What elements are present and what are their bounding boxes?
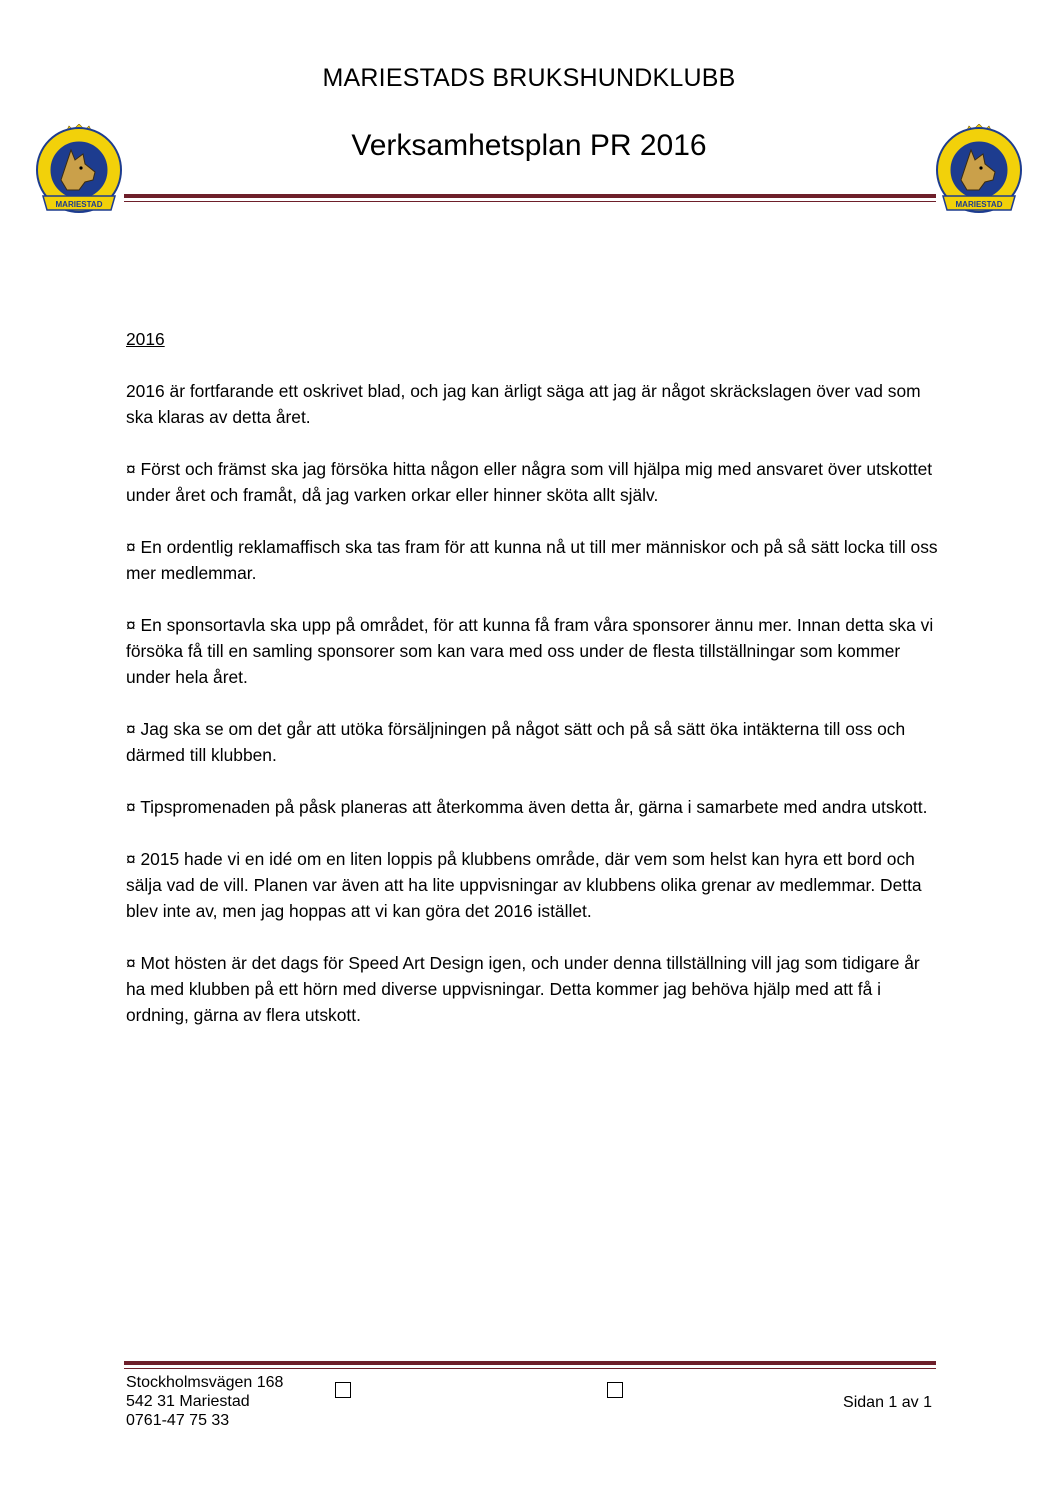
section-heading: 2016 (126, 329, 165, 349)
footer-rule (124, 1361, 936, 1369)
footer-postal: 542 31 Mariestad (126, 1393, 250, 1410)
checkbox-icon (607, 1382, 623, 1398)
paragraph-item: ¤ En sponsortavla ska upp på området, för att kunna få fram våra sponsorer ännu mer. Innan detta ska vi försöka få till en samling sponsorer som kan vara med oss under de flesta tillställningar som kommer under hela året. (126, 615, 934, 687)
org-name: MARIESTADS BRUKSHUNDKLUBB (322, 64, 736, 92)
paragraph-item: ¤ En ordentlig reklamaffisch ska tas fram för att kunna nå ut till mer människor och på så sätt locka till oss mer medlemmar. (126, 537, 938, 583)
footer-street: Stockholmsvägen 168 (126, 1374, 284, 1391)
document-title: Verksamhetsplan PR 2016 (351, 129, 707, 162)
club-logo-left (33, 124, 125, 222)
document-body (126, 326, 941, 1054)
paragraph-item: ¤ Tipspromenaden på påsk planeras att återkomma även detta år, gärna i samarbete med andra utskott. (126, 797, 928, 817)
page-number: Sidan 1 av 1 (843, 1394, 932, 1411)
footer-phone: 0761-47 75 33 (126, 1412, 230, 1429)
footer-address (126, 1373, 283, 1430)
paragraph-intro: 2016 är fortfarande ett oskrivet blad, och jag kan ärligt säga att jag är något skräckslagen över vad som ska klaras av detta året. (126, 381, 921, 427)
checkbox-icon (335, 1382, 351, 1398)
paragraph-item: ¤ Jag ska se om det går att utöka försäljningen på något sätt och på så sätt öka intäkterna till oss och därmed till klubben. (126, 719, 906, 765)
club-logo-right (933, 124, 1025, 222)
svg-text:MARIESTAD: MARIESTAD (955, 200, 1003, 209)
paragraph-item: ¤ 2015 hade vi en idé om en liten loppis på klubbens område, där vem som helst kan hyra ett bord och sälja vad de vill. Planen var även att ha lite uppvisningar av klubbens olika grenar av medlemmar. Detta blev inte av, men jag hoppas att vi kan göra det 2016 istället. (126, 849, 922, 921)
header-rule (124, 194, 936, 202)
paragraph-item: ¤ Mot hösten är det dags för Speed Art Design igen, och under denna tillställning vill jag som tidigare år ha med klubben på ett hörn med diverse uppvisningar. Detta kommer jag behöva hjälp med att få i ordning, gärna av flera utskott. (126, 953, 920, 1025)
svg-text:MARIESTAD: MARIESTAD (55, 200, 103, 209)
paragraph-item: ¤ Först och främst ska jag försöka hitta någon eller några som vill hjälpa mig med ansvaret över utskottet under året och framåt, då jag varken orkar eller hinner sköta allt själv. (126, 459, 933, 505)
